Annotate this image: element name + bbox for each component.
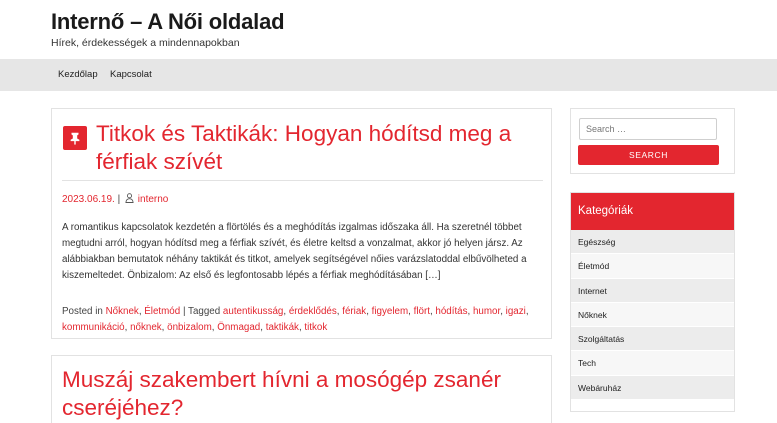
tag-link[interactable]: Önmagad <box>217 321 261 333</box>
tag-link[interactable]: autentikusság <box>222 306 284 317</box>
post-taxonomy: Posted in Nőknek, Életmód | Tagged autentikusság, érdeklődés, fériak, figyelem, flört, hódítás, humor, igazi, kommunikáció, nőknek, önbizalom, Önmagad, taktikák, titkok <box>62 306 529 333</box>
divider <box>62 180 543 181</box>
pushpin-icon <box>63 126 87 150</box>
tag-link[interactable]: hódítás <box>435 306 468 317</box>
search-input[interactable] <box>579 118 717 140</box>
search-widget <box>570 108 735 174</box>
site-description: Hírek, érdekességek a mindennapokban <box>51 37 240 49</box>
posted-in-label: Posted in <box>62 306 103 317</box>
tag-link[interactable]: nőknek <box>130 321 162 333</box>
category-link[interactable]: Nőknek <box>105 306 139 317</box>
tag-link[interactable]: humor <box>472 306 501 317</box>
category-item-noknek[interactable]: Nőknek <box>571 303 734 327</box>
tag-link[interactable]: fériak <box>342 306 367 317</box>
post-title[interactable]: Muszáj szakembert hívni a mosógép zsanér cseréjéhez? <box>62 367 501 420</box>
nav-item-kezdolap[interactable]: Kezdőlap <box>58 69 98 80</box>
tag-link[interactable]: kommunikáció <box>62 321 125 333</box>
category-item-internet[interactable]: Internet <box>571 279 734 303</box>
category-item-szolgaltatas[interactable]: Szolgáltatás <box>571 327 734 351</box>
user-icon <box>125 193 134 203</box>
post-excerpt: A romantikus kapcsolatok kezdetén a flörtölés és a meghódítás izgalmas időszaka áll. Ha szeretnél többet megtudni arról, hogyan hódítsd meg a férfiak szívét, és életre keltsd a vonzalmat, akkor jó helyen jársz. Az alábbiakban bemutatok néhány taktikát és titkot, amelyek segítségével nőies varázslatoddal elbűvölheted a kiszemeltedet. Önbizalom: Az első és legfontosabb lépés a férfiak meghódításában […] <box>62 222 527 281</box>
meta-separator: | <box>117 194 121 205</box>
nav-item-kapcsolat[interactable]: Kapcsolat <box>110 69 152 80</box>
post-card <box>51 355 552 423</box>
tag-link[interactable]: érdeklődés <box>288 306 337 317</box>
site-title[interactable]: Internő – A Női oldalad <box>51 9 285 34</box>
site-header <box>0 0 777 58</box>
search-button[interactable]: SEARCH <box>578 145 719 165</box>
tag-link[interactable]: önbizalom <box>167 321 212 333</box>
category-link[interactable]: Életmód <box>144 306 181 317</box>
category-list <box>571 230 734 400</box>
tag-link[interactable]: figyelem <box>371 306 409 317</box>
categories-widget <box>570 192 735 412</box>
post-title[interactable]: Titkok és Taktikák: Hogyan hódítsd meg a férfiak szívét <box>96 121 512 174</box>
tag-link[interactable]: taktikák <box>265 321 299 333</box>
tag-link[interactable]: flört <box>413 306 430 317</box>
post-card <box>51 108 552 339</box>
post-author[interactable]: interno <box>137 194 169 205</box>
widget-title: Kategóriák <box>571 193 734 230</box>
category-item-tech[interactable]: Tech <box>571 351 734 375</box>
post-date[interactable]: 2023.06.19. <box>62 194 115 205</box>
tag-link[interactable]: igazi <box>505 306 526 317</box>
category-item-eletmod[interactable]: Életmód <box>571 254 734 278</box>
category-item-egeszseg[interactable]: Egészség <box>571 230 734 254</box>
main-navigation <box>0 59 777 91</box>
post-meta <box>62 193 168 205</box>
tag-link[interactable]: titkok <box>304 321 328 333</box>
category-item-webaruhaz[interactable]: Webáruház <box>571 376 734 400</box>
tagged-label: | Tagged <box>182 306 221 317</box>
